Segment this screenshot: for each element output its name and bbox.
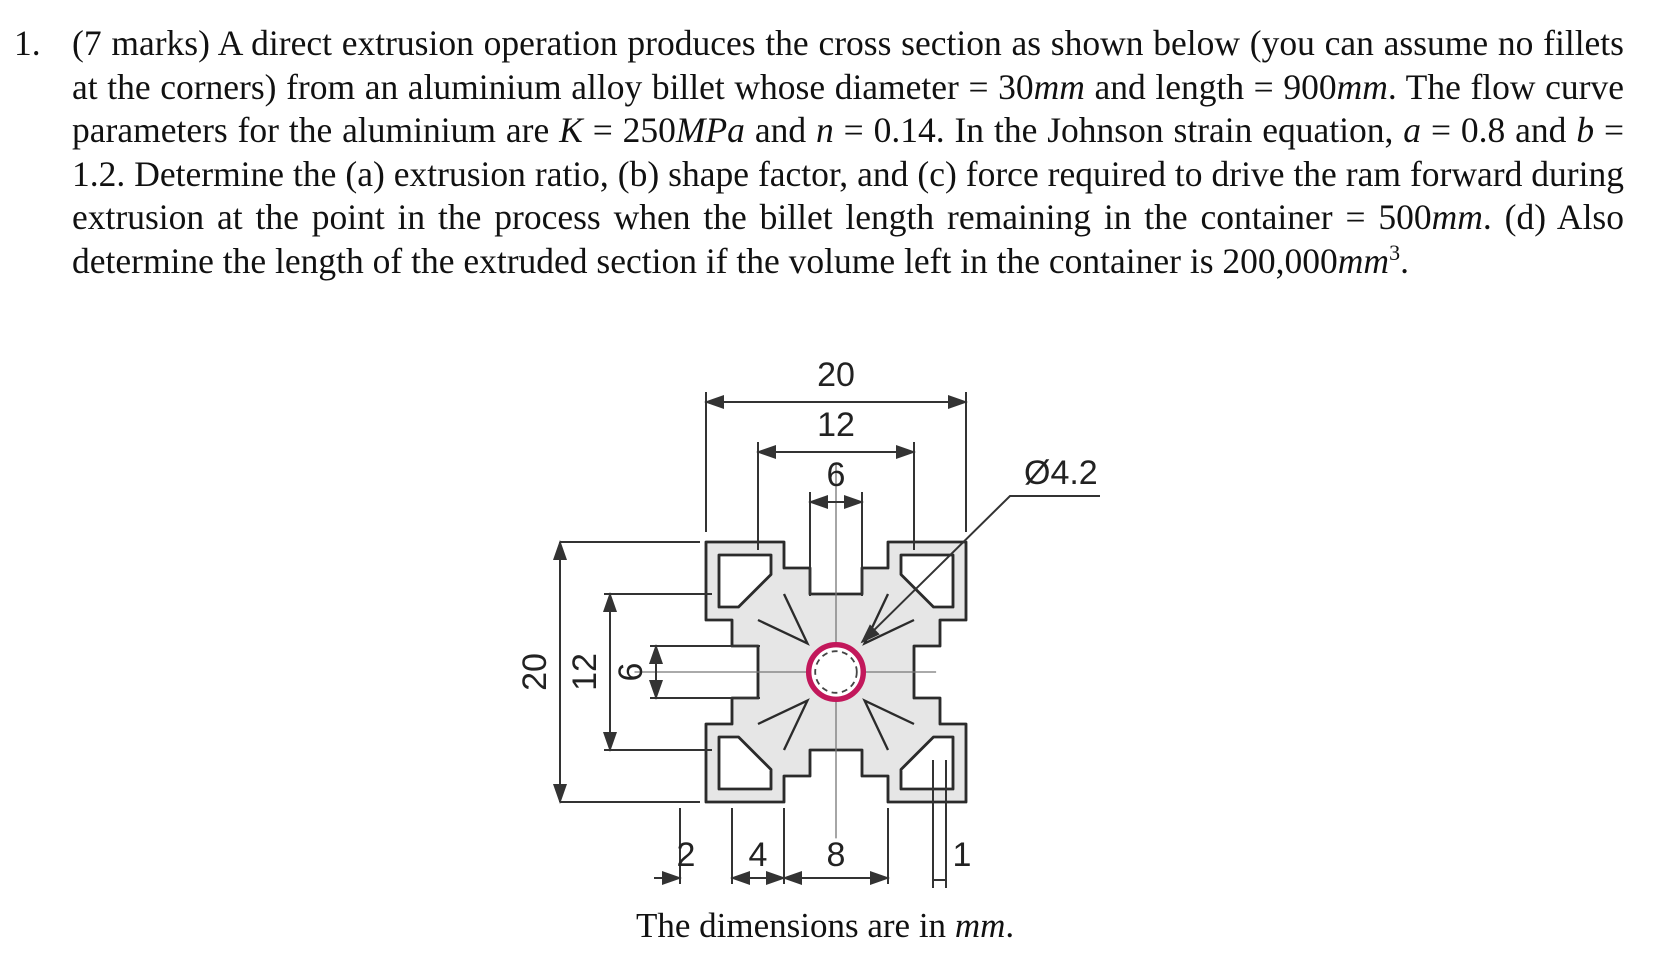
dim-left-6: 6 <box>612 662 650 682</box>
question-segment: 500 <box>1378 197 1432 237</box>
question-segment: 200,000 <box>1222 240 1338 281</box>
question-segment: and <box>744 110 816 150</box>
dim-bottom-2: 2 <box>676 836 696 874</box>
question-segment: 30 <box>998 66 1034 107</box>
question-segment: . The flow curve parameters for the aluminium are <box>72 66 1624 150</box>
question-segment: = 0.14. In the Johnson strain equation, <box>833 110 1404 150</box>
dim-bottom-8: 8 <box>826 836 846 874</box>
question-segment: . (d) Also determine the length of the extruded section if the volume left in the container is <box>72 197 1624 281</box>
question-segment: a <box>1403 110 1422 150</box>
question-segment: n <box>816 110 834 150</box>
question-segment: mm <box>1033 66 1085 107</box>
question-number: 1. <box>14 23 41 63</box>
hole-diameter-label: Ø4.2 <box>1024 454 1098 492</box>
question-segment: mm <box>1336 66 1388 107</box>
question-segment: b <box>1576 110 1595 150</box>
question-segment: = 0.8 and <box>1421 110 1577 150</box>
dim-bottom-4: 4 <box>748 836 768 874</box>
caption-period: . <box>1005 906 1015 945</box>
dim-bottom-1: 1 <box>952 836 972 874</box>
dim-top-20: 20 <box>817 356 855 394</box>
question-segment: mm <box>1337 240 1390 281</box>
centre-hole-icon <box>809 645 864 700</box>
dim-top-6: 6 <box>826 456 846 494</box>
question-segment: MPa <box>675 110 745 150</box>
profile-cross-section <box>635 464 967 838</box>
question-segment: K <box>559 110 583 150</box>
dim-left-12: 12 <box>566 653 604 691</box>
question-segment: . <box>1400 240 1409 281</box>
question-segment: 3 <box>1389 239 1401 265</box>
question-segment: and length = <box>1084 66 1284 107</box>
question-segment: 250 <box>622 110 676 150</box>
question-segment: (7 marks) A direct extrusion operation produces the cross section as shown below (you can assume no fillets at the corners) from an aluminium alloy billet whose diameter = <box>72 23 1624 107</box>
dim-left-20: 20 <box>516 653 554 691</box>
figure-caption <box>636 906 1014 946</box>
question-segment: = 1.2. Determine the (a) extrusion ratio, (b) shape factor, and (c) force required to drive the ram forward during extrusion at the point in the process when the billet length remaining in the container = <box>72 110 1624 237</box>
question-segment: 900 <box>1283 66 1337 107</box>
caption-text: The dimensions are in <box>636 906 955 945</box>
caption-unit: mm <box>954 906 1006 945</box>
dim-top-12: 12 <box>817 406 855 444</box>
question-segment: = <box>582 110 623 150</box>
question-segment: mm <box>1431 197 1483 237</box>
